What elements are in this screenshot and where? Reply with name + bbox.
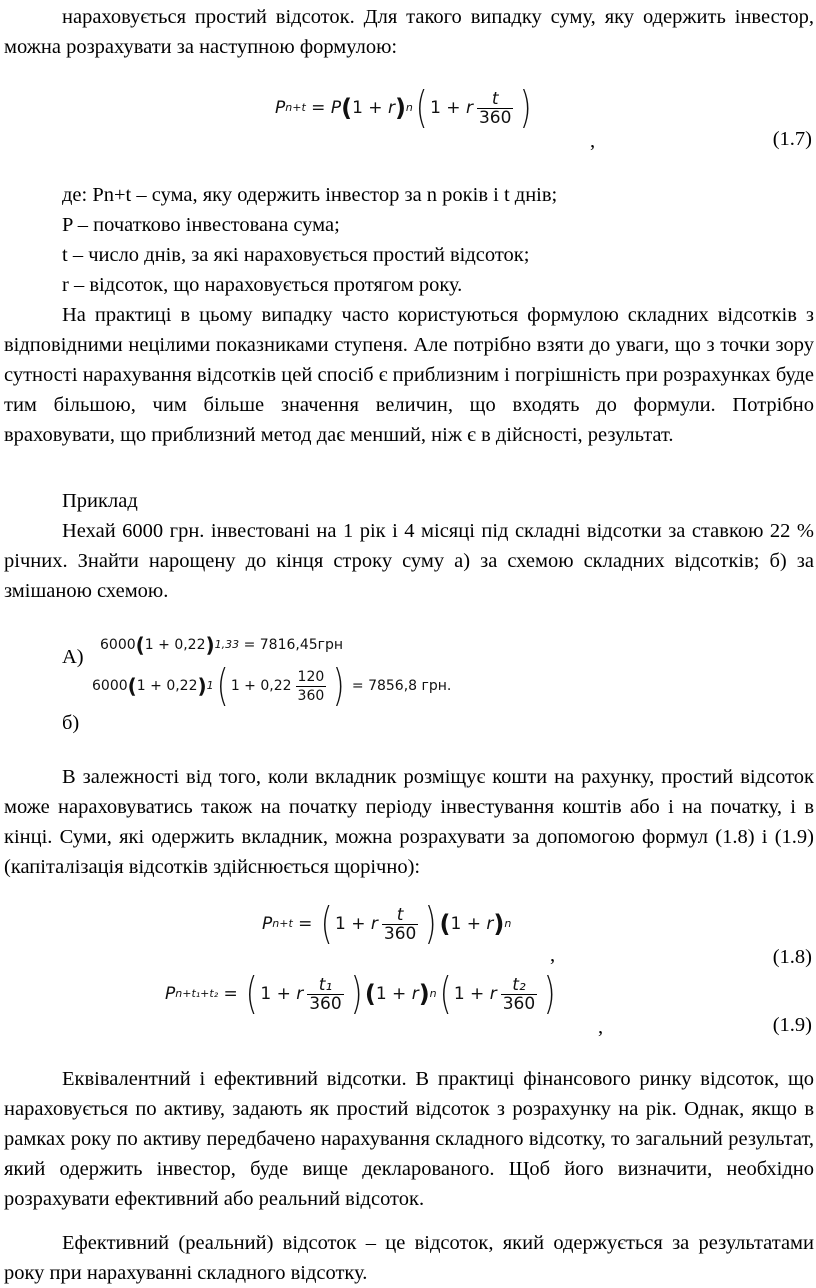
calculation-a: 6000 ( 1 + 0,22 ) 1,33 = 7816,45грн (100, 633, 344, 657)
formula-1-8: P n+t = ( 1 + r $\frac{t}{360}$ ) ( 1 + r ) n (262, 898, 512, 949)
definition-line: r – відсоток, що нараховується протягом року. (62, 274, 463, 296)
label-a: А) (62, 646, 84, 668)
practice-paragraph: На практиці в цьому випадку часто користуються формулою складних відсотків з відповідними нецілими показниками ступеня. Але потрібно взяти до уваги, що з точки зору сутності нарахування відсотків цей спосіб є приблизним і погрішність при розрахунках буде тим більшою, чим більше значення величин, що входять до формули. Потрібно враховувати, що приблизний метод дає менший, ніж є в дійсності, результат. (4, 304, 814, 446)
equivalent-paragraph: Еквівалентний і ефективний відсотки. В практиці фінансового ринку відсоток, що нараховується по активу, задають як простий відсоток з розрахунку на рік. Однак, якщо в рамках року по активу передбачено нарахування складного відсотку, то загальний результат, який одержить інвестор, буде вище декларованого. Щоб його визначити, необхідно розрахувати ефективний або реальний відсоток. (4, 1068, 814, 1210)
label-b: б) (62, 712, 80, 734)
effective-paragraph: Ефективний (реальний) відсоток – це відсоток, який одержується за результатами року при нарахуванні складного відсотку. (4, 1232, 814, 1284)
depending-paragraph: В залежності від того, коли вкладник розміщує кошти на рахунку, простий відсоток може нараховуватись також на початку періоду інвестування коштів або і на початку, і в кінці. Суми, які одержить вкладник, можна розрахувати за допомогою формул (1.8) і (1.9) (капіталізація відсотків здійснюється щорічно): (4, 766, 814, 878)
formula-1-7: P n+t = P ( 1 + r ) n ( 1 + r $\frac{t}{360}$ ) (275, 82, 533, 133)
equation-number-1-8: (1.8) (772, 946, 812, 968)
calculation-b: 6000 ( 1 + 0,22 ) 1 ( 1 + 0,22 $\frac{120}{360}$ ) = 7856,8 грн. (92, 660, 452, 711)
equation-number-1-9: (1.9) (772, 1014, 812, 1036)
example-title: Приклад (62, 490, 138, 512)
intro-paragraph: нараховується простий відсоток. Для такого випадку суму, яку одержить інвестор, можна розрахувати за наступною формулою: (4, 6, 814, 58)
definition-line: де: Pn+t – сума, яку одержить інвестор за n років і t днів; (62, 184, 558, 206)
example-paragraph: Нехай 6000 грн. інвестовані на 1 рік і 4 місяці під складні відсотки за ставкою 22 % річних. Знайти нарощену до кінця строку суму а) за схемою складних відсотків; б) за змішаною схемою. (4, 520, 814, 602)
definition-line: t – число днів, за які нараховується простий відсоток; (62, 244, 530, 266)
definition-line: P – початково інвестована сума; (62, 214, 340, 236)
formula-1-9: P n+t₁+t₂ = ( 1 + r $\frac{\text{t₁}}{360}$ ) ( 1 + r ) n ( 1 + r $\frac{\text{t₂}}{360}$ ) (165, 968, 556, 1019)
document-page: нараховується простий відсоток. Для такого випадку суму, яку одержить інвестор, можна розрахувати за наступною формулою: P n+t = P ( 1 + r ) n ( 1 + r $\frac{t}{360}$ ) , (1.7) де: Pn+t – сума, яку одержить інвестор за n років і t днів; P – початково інвестована сума; t – число днів, за які нараховується простий відсоток; r – відсоток, що нараховується протягом року. На практиці в цьому випадку часто користуються формулою складних відсотків з відповідними нецілими показниками ступеня. Але потрібно взяти до уваги, що з точки зору сутності нарахування відсотків цей спосіб є приблизним і погрішність при розрахунках буде тим більшою, чим більше значення величин, що входять до формули. Потрібно враховувати, що приблизний метод дає менший, ніж є в дійсності, результат. Приклад Нехай 6000 грн. інвестовані на 1 рік і 4 місяці під складні відсотки за ставкою 22 % річних. Знайти нарощену до кінця строку суму а) за схемою складних відсотків; б) за змішаною схемою. А) 6000 ( 1 + 0,22 ) 1,33 = 7816,45грн 6000 ( 1 + 0,22 ) 1 ( 1 + 0,22 $\frac{120}{360}$ ) = 7856,8 грн. б) В залежності від того, коли вкладник розміщує кошти на рахунку, простий відсоток може нараховуватись також на початку періоду інвестування коштів або і на початку, і в кінці. Суми, які одержить вкладник, можна розрахувати за допомогою формул (1.8) і (1.9) (капіталізація відсотків здійснюється щорічно): P n+t = ( 1 + r $\frac{t}{360}$ ) ( 1 + r ) n , (1.8) P n+t₁+t₂ = ( 1 + r $\frac{\text{t₁}}{360}$ ) ( 1 + r ) n ( 1 + r $\frac{\text{t₂}}{360}$ ) , (1.9) Еквівалентний і ефективний відсотки. В практиці фінансового ринку відсоток, що нараховується по активу, задають як простий відсоток з розрахунку на рік. Однак, якщо в рамках року по активу передбачено нарахування складного відсотку, то загальний результат, який одержить інвестор, буде вище декларованого. Щоб його визначити, необхідно розрахувати ефективний або реальний відсоток. Ефективний (реальний) відсоток – це відсоток, який одержується за результатами року при нарахуванні складного відсотку. (0, 0, 816, 1287)
equation-number-1-7: (1.7) (772, 128, 812, 150)
